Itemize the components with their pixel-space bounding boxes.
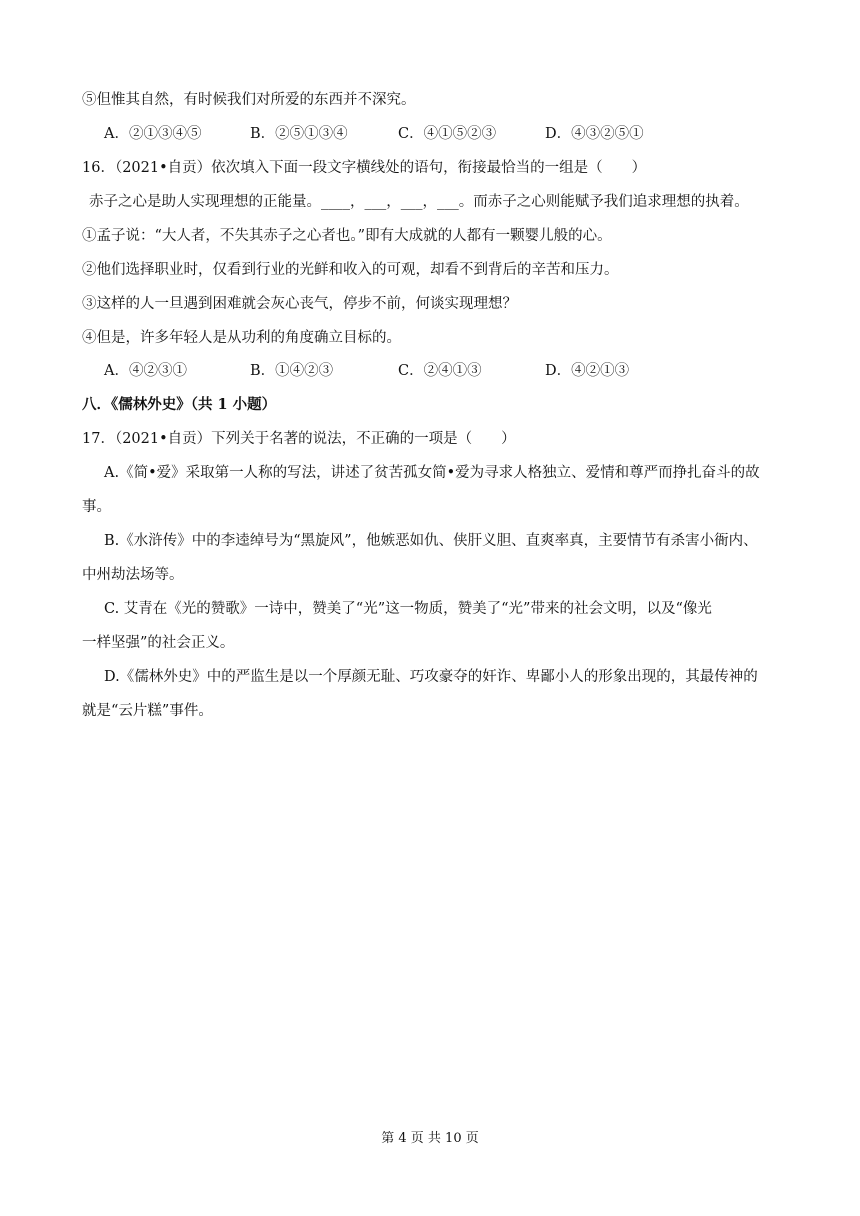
q16-item-1: ①孟子说：“大人者，不失其赤子之心者也。”即有大成就的人都有一颗婴儿般的心。 xyxy=(82,228,612,244)
page-number: 第 4 页 共 10 页 xyxy=(381,1131,479,1146)
q16-option-a: A．④②③① xyxy=(104,363,187,379)
q17-option-b-line-2: 中州劫法场等。 xyxy=(82,567,184,583)
q17-option-b-line-1: B.《水浒传》中的李逵绰号为“黑旋风”，他嫉恶如仇、侠肝义胆、直爽率真，主要情节有杀害小衙内、 xyxy=(104,533,758,549)
q17-stem: 17．（2021•自贡）下列关于名著的说法，不正确的一项是（ ） xyxy=(82,431,516,447)
q17-option-a-line-2: 事。 xyxy=(82,499,111,515)
q16-stem: 16．（2021•自贡）依次填入下面一段文字横线处的语句，衔接最恰当的一组是（ ） xyxy=(82,160,647,176)
q16-item-2: ②他们选择职业时，仅看到行业的光鲜和收入的可观，却看不到背后的辛苦和压力。 xyxy=(82,262,619,278)
q17-option-d-line-1: D.《儒林外史》中的严监生是以一个厚颜无耻、巧攻豪夺的奸诈、卑鄙小人的形象出现的，其最传神的 xyxy=(104,669,758,685)
q17-option-c-line-2: 一样坚强”的社会正义。 xyxy=(82,635,235,651)
q16-option-b: B．①④②③ xyxy=(250,363,334,379)
q17-option-c-line-1: C. 艾青在《光的赞歌》一诗中，赞美了“光”这一物质，赞美了“光”带来的社会文明，以及“像光 xyxy=(104,601,712,617)
q15-option-b: B．②⑤①③④ xyxy=(250,126,348,142)
q15-option-c: C．④①⑤②③ xyxy=(398,126,497,142)
q15-item-5: ⑤但惟其自然，有时候我们对所爱的东西并不深究。 xyxy=(82,92,416,108)
q16-passage: 赤子之心是助人实现理想的正能量。____，___，___，___。而赤子之心则能赋予我们追求理想的执着。 xyxy=(89,194,749,210)
q17-option-a-line-1: A.《简•爱》采取第一人称的写法，讲述了贫苦孤女简•爱为寻求人格独立、爱情和尊严而挣扎奋斗的故 xyxy=(104,465,760,481)
q16-option-d: D．④②①③ xyxy=(545,363,630,379)
q15-option-a: A．②①③④⑤ xyxy=(104,126,202,142)
section-heading: 八．《儒林外史》（共 1 小题） xyxy=(82,396,277,413)
q16-option-c: C．②④①③ xyxy=(398,363,482,379)
q17-option-d-line-2: 就是“云片糕”事件。 xyxy=(82,703,213,719)
q16-item-4: ④但是，许多年轻人是从功利的角度确立目标的。 xyxy=(82,330,401,346)
q15-option-d: D．④③②⑤① xyxy=(545,126,644,142)
q16-item-3: ③这样的人一旦遇到困难就会灰心丧气，停步不前，何谈实现理想？ xyxy=(82,296,517,312)
